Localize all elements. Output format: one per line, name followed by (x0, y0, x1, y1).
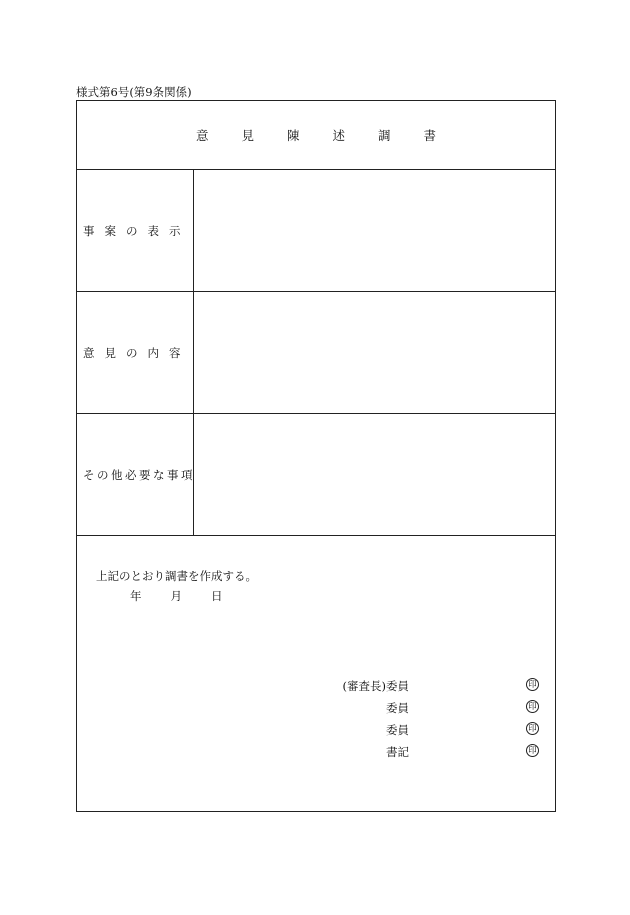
field-label-cell (77, 170, 194, 291)
seal-mark-icon: 印 (526, 722, 539, 735)
seal-mark-icon: 印 (526, 744, 539, 757)
field-value-case[interactable] (194, 170, 555, 291)
field-label-other: その他必要な事項 (83, 467, 195, 482)
date-day: 日 (211, 589, 223, 603)
field-label-opinion: 意見の内容 (83, 345, 191, 360)
signature-role: (審査長)委員 (342, 679, 409, 693)
field-row-case (77, 170, 555, 292)
field-label-cell (77, 414, 194, 535)
signature-row (77, 744, 555, 762)
form-table (76, 100, 556, 812)
seal-mark-icon: 印 (526, 678, 539, 691)
seal-mark-icon: 印 (526, 700, 539, 713)
field-row-opinion (77, 292, 555, 414)
signature-row (77, 722, 555, 740)
field-row-other (77, 414, 555, 536)
signature-row (77, 678, 555, 696)
date-month: 月 (170, 589, 182, 603)
document-title: 意見陳述調書 (195, 128, 469, 143)
title-row (77, 101, 555, 170)
field-value-opinion[interactable] (194, 292, 555, 413)
form-number-label: 様式第6号(第9条関係) (76, 85, 192, 99)
field-label-cell (77, 292, 194, 413)
signature-role: 委員 (386, 701, 409, 715)
date-line (130, 588, 223, 604)
signature-role: 委員 (386, 723, 409, 737)
signature-row (77, 700, 555, 718)
date-year: 年 (130, 589, 142, 603)
field-value-other[interactable] (194, 414, 555, 535)
field-label-case: 事案の表示 (83, 223, 191, 238)
signature-role: 書記 (386, 745, 409, 759)
statement-text: 上記のとおり調書を作成する。 (96, 569, 257, 583)
